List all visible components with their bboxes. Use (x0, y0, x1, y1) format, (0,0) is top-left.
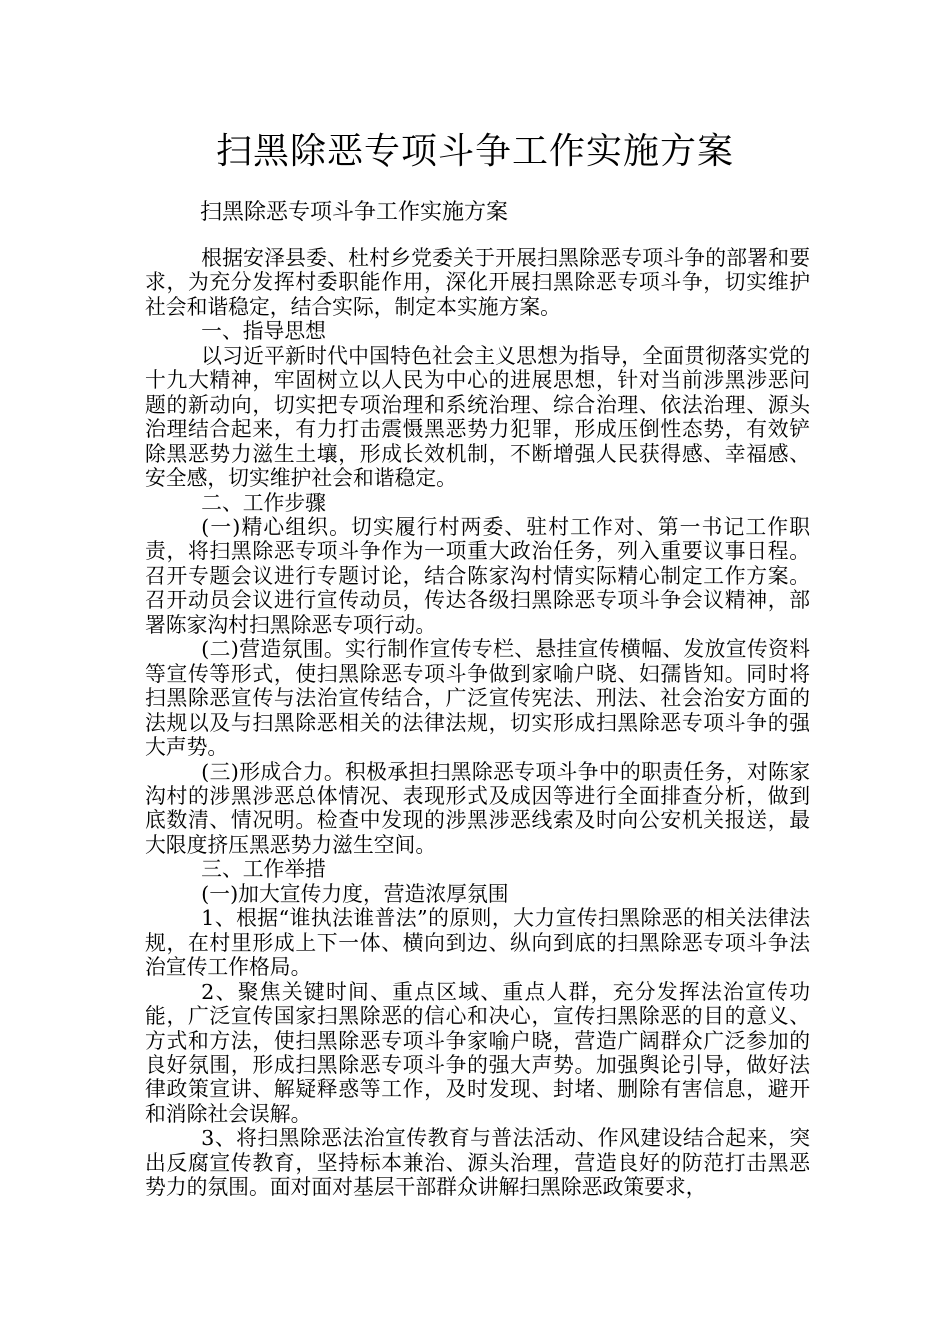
body-paragraph: 1、根据“谁执法谁普法”的原则，大力宣传扫黑除恶的相关法律法规，在村里形成上下一体、横向到边、纵向到底的扫黑除恶专项斗争法治宣传工作格局。 (145, 906, 810, 980)
body-paragraph: (一)精心组织。切实履行村两委、驻村工作对、第一书记工作职责，将扫黑除恶专项斗争作为一项重大政治任务，列入重要议事日程。召开专题会议进行专题讨论，结合陈家沟村情实际精心制定工作方案。召开动员会议进行宣传动员，传达各级扫黑除恶专项斗争会议精神，部署陈家沟村扫黑除恶专项行动。 (145, 514, 810, 637)
body-paragraph: (三)形成合力。积极承担扫黑除恶专项斗争中的职责任务，对陈家沟村的涉黑涉恶总体情况、表现形式及成因等进行全面排查分析，做到底数清、情况明。检查中发现的涉黑涉恶线索及时向公安机关报送，最大限度挤压黑恶势力滋生空间。 (145, 759, 810, 857)
subsection-heading: (一)加大宣传力度，营造浓厚氛围 (201, 881, 509, 906)
section-heading: 三、工作举措 (201, 857, 326, 882)
body-paragraph: 2、聚焦关键时间、重点区域、重点人群，充分发挥法治宣传功能，广泛宣传国家扫黑除恶的信心和决心，宣传扫黑除恶的目的意义、方式和方法，使扫黑除恶专项斗争家喻户晓，营造广阔群众广泛参加的良好氛围，形成扫黑除恶专项斗争的强大声势。加强舆论引导，做好法律政策宣讲、解疑释惑等工作，及时发现、封堵、删除有害信息，避开和消除社会误解。 (145, 979, 810, 1126)
document-title: 扫黑除恶专项斗争工作实施方案 (215, 131, 734, 172)
body-paragraph: 3、将扫黑除恶法治宣传教育与普法活动、作风建设结合起来，突出反腐宣传教育，坚持标本兼治、源头治理，营造良好的防范打击黑恶势力的氛围。面对面对基层干部群众讲解扫黑除恶政策要求， (145, 1126, 810, 1200)
intro-paragraph: 根据安泽县委、杜村乡党委关于开展扫黑除恶专项斗争的部署和要求，为充分发挥村委职能作用，深化开展扫黑除恶专项斗争，切实维护社会和谐稳定，结合实际，制定本实施方案。 (145, 246, 810, 319)
section-heading: 二、工作步骤 (201, 490, 326, 515)
document-subtitle: 扫黑除恶专项斗争工作实施方案 (200, 200, 509, 225)
section-heading: 一、指导思想 (201, 319, 326, 344)
document-body (145, 246, 810, 1200)
body-paragraph: (二)营造氛围。实行制作宣传专栏、悬挂宣传横幅、发放宣传资料等宣传等形式，使扫黑除恶专项斗争做到家喻户晓、妇孺皆知。同时将扫黑除恶宣传与法治宣传结合，广泛宣传宪法、刑法、社会治安方面的法规以及与扫黑除恶相关的法律法规，切实形成扫黑除恶专项斗争的强大声势。 (145, 637, 810, 760)
body-paragraph: 以习近平新时代中国特色社会主义思想为指导，全面贯彻落实党的十九大精神，牢固树立以人民为中心的进展思想，针对当前涉黑涉恶问题的新动向，切实把专项治理和系统治理、综合治理、依法治理、源头治理结合起来，有力打击震慑黑恶势力犯罪，形成压倒性态势，有效铲除黑恶势力滋生土壤，形成长效机制，不断增强人民获得感、幸福感、安全感，切实维护社会和谐稳定。 (145, 343, 810, 491)
